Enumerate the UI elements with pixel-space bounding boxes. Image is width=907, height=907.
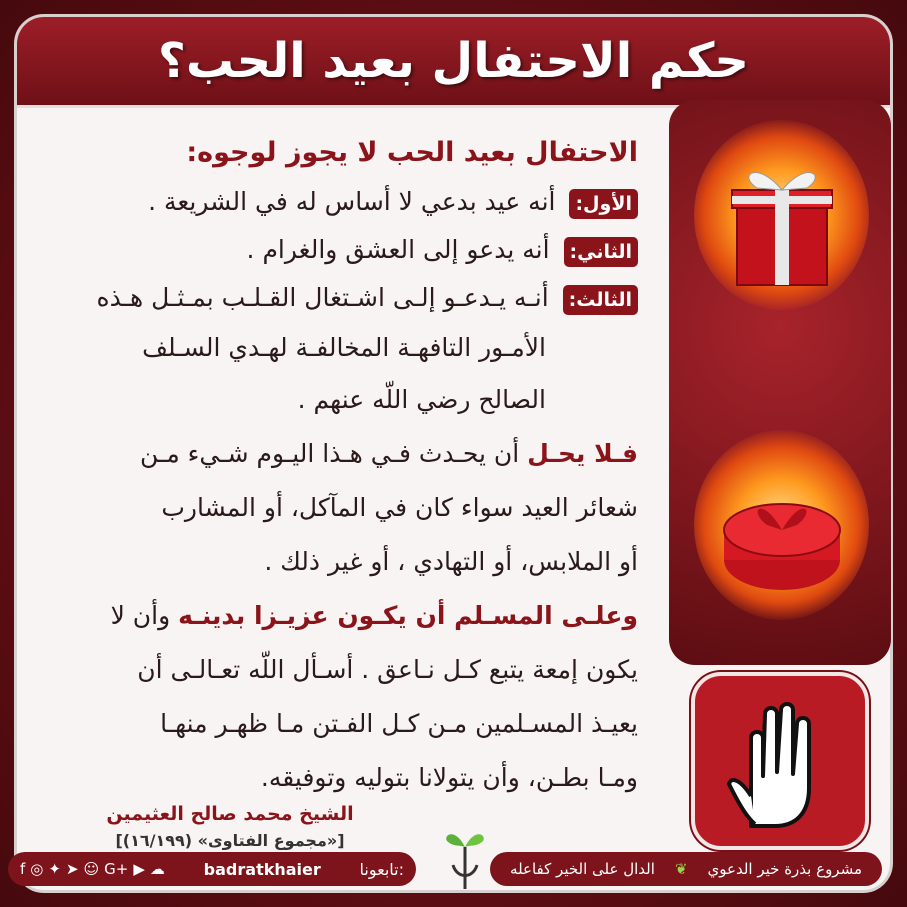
point-third xyxy=(38,274,638,322)
paragraph-line: يكون إمعة يتبع كـل نـاعق . أسـأل اللّه تعـالـى أن xyxy=(137,655,638,684)
signature xyxy=(65,803,395,850)
point-text: أنه عيد بدعي لا أساس له في الشريعة . xyxy=(148,187,556,216)
brand-logo-icon xyxy=(435,817,495,893)
google-plus-icon[interactable]: G+ xyxy=(104,860,129,878)
project-footer xyxy=(490,852,882,886)
instagram-icon[interactable]: ◎ xyxy=(30,860,44,878)
point-text: أنـه يـدعـو إلـى اشـتغال القـلـب بمـثـل هـذه xyxy=(96,283,549,312)
illustration-panel xyxy=(669,100,891,665)
facebook-icon[interactable]: f xyxy=(20,860,26,878)
gift-box-icon xyxy=(727,160,837,290)
social-icons xyxy=(20,860,165,878)
paragraph-line: ومـا بطـن، وأن يتولانا بتوليه وتوفيقه. xyxy=(260,763,638,792)
twitter-icon[interactable]: ✦ xyxy=(48,860,61,878)
paragraph-line: أو الملابس، أو التهادي ، أو غير ذلك . xyxy=(264,547,638,576)
paragraph-line: أن يحـدث فـي هـذا اليـوم شـيء مـن xyxy=(139,439,520,468)
paragraph-line: يعيـذ المسـلمين مـن كـل الفـتن مـا ظهـر منهـا xyxy=(160,709,638,738)
soundcloud-icon[interactable]: ☁ xyxy=(149,860,165,878)
source-reference: [«مجموع الفتاوى» (١٦/١٩٩)] xyxy=(115,831,345,850)
highlight-text: وعلـى المسـلم أن يكـون عزيـزا بدينـه xyxy=(178,601,638,630)
paragraph-advice xyxy=(38,590,638,642)
telegram-icon[interactable]: ➤ xyxy=(65,860,79,878)
main-heading: الاحتفال بعيد الحب لا يجوز لوجوه: xyxy=(186,137,638,168)
project-name: مشروع بذرة خير الدعوي xyxy=(707,860,862,878)
highlight-text: فـلا يحـل xyxy=(527,439,638,468)
snapchat-icon[interactable]: ☺ xyxy=(83,860,100,878)
point-first xyxy=(38,178,638,226)
follow-label: تابعونا: xyxy=(359,859,404,879)
point-second xyxy=(38,226,638,274)
heart-gift-icon xyxy=(717,475,847,595)
point-third-continuation: الأمـور التافهـة المخالفـة لهـدي السـلف xyxy=(142,333,546,362)
page-title: حكم الاحتفال بعيد الحب؟ xyxy=(157,33,750,89)
stop-hand-icon xyxy=(695,676,865,846)
main-text xyxy=(38,125,638,804)
project-motto: الدال على الخير كفاعله xyxy=(510,860,655,878)
youtube-icon[interactable]: ▶ xyxy=(133,860,145,878)
paragraph-prohibition xyxy=(38,428,638,480)
leaf-icon: ❦ xyxy=(674,860,688,878)
social-footer xyxy=(8,852,416,886)
point-label: الثالث: xyxy=(563,285,638,315)
point-third-continuation: الصالح رضي اللّه عنهم . xyxy=(297,385,546,414)
stop-sign xyxy=(691,672,869,850)
paragraph-line: وأن لا xyxy=(110,601,171,630)
point-label: الأول: xyxy=(569,189,638,219)
title-banner xyxy=(17,17,890,108)
social-handle[interactable]: badratkhaier xyxy=(203,859,321,879)
author-name: الشيخ محمد صالح العثيمين xyxy=(106,803,354,825)
paragraph-line: شعائر العيد سواء كان في المآكل، أو المشارب xyxy=(161,493,638,522)
point-text: أنه يدعو إلى العشق والغرام . xyxy=(246,235,550,264)
point-label: الثاني: xyxy=(564,237,639,267)
